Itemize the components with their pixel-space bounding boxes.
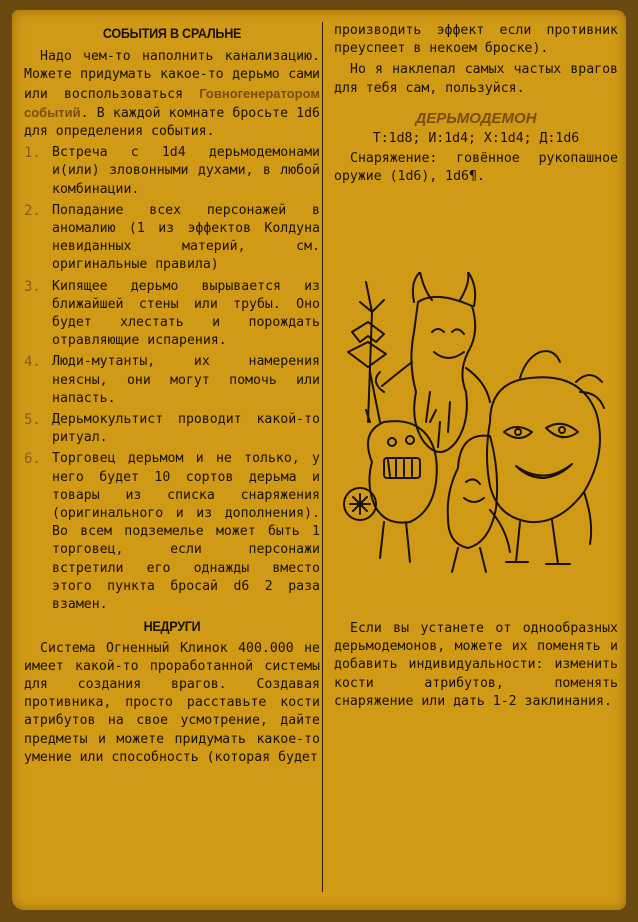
event-text: Попадание всех персонажей в аномалию (1 из эффектов Колдуна невиданных материй, см. оригинальные правила)	[52, 202, 320, 273]
monster-stats: Т:1d8; И:1d4; Х:1d4; Д:1d6	[372, 131, 580, 147]
enemies-intro: Но я наклепал самых частых врагов для тебя сам, пользуйся.	[334, 62, 618, 96]
event-item-3	[24, 278, 320, 351]
variation-text: Если вы устанете от однообразных дерьмодемонов, можете их поменять и добавить индивидуальности: изменить кости атрибутов, поменять снаряжение или дать 1-2 заклинания.	[334, 621, 618, 709]
enemies-heading: НЕДРУГИ	[143, 618, 201, 635]
event-text: Встреча с 1d4 дерьмодемонами и(или) зловонными духами, в любой комбинации.	[52, 145, 320, 197]
event-item-2	[24, 202, 320, 275]
monster-name: ДЕРЬМОДЕМОН	[415, 109, 537, 127]
events-heading: СОБЫТИЯ В СРАЛЬНЕ	[102, 25, 242, 41]
event-item-4	[24, 353, 320, 408]
page-sheet	[12, 10, 626, 910]
generator-link: Говногенератором событий	[24, 85, 320, 120]
event-number: 2.	[24, 202, 41, 219]
event-number: 1.	[24, 145, 41, 162]
bottom-paragraph-wrap	[334, 620, 618, 714]
event-number: 3.	[24, 278, 41, 295]
event-item-6	[24, 450, 320, 614]
event-text: Дерьмокультист проводит какой-то ритуал.	[52, 412, 320, 446]
event-text: Торговец дерьмом и не только, у него будет 10 сортов дерьма и товары из списка снаряжения (оригинального и из дополнения). Во всем подземелье может быть 1 торговец, если персонажи встретили его однажды вместо этого пункта бросай d6 2 раза взамен.	[52, 451, 320, 613]
right-column	[334, 22, 618, 709]
event-number: 6.	[24, 451, 41, 468]
enemies-text: Система Огненный Клинок 400.000 не имеет какой-то проработанной системы для создания врагов. Создавая противника, просто расставьте кости атрибутов на свое усмотрение, дайте предметы и можете придумать какое-то умение или способность (которая будет	[24, 640, 320, 765]
event-text: Люди-мутанты, их намерения неясны, они могут помочь или напасть.	[52, 354, 320, 406]
continued-text: производить эффект если противник преуспеет в некоем броске).	[334, 23, 618, 57]
event-text: Кипящее дерьмо вырывается из ближайшей стены или трубы. Оно будет хлестать и порождать отравляющие испарения.	[52, 278, 320, 349]
event-number: 4.	[24, 354, 41, 371]
left-column	[24, 24, 320, 770]
shit-demons-illustration	[340, 272, 610, 602]
event-item-1	[24, 144, 320, 199]
event-number: 5.	[24, 412, 41, 429]
events-intro: Надо чем-то наполнить канализацию. Можете придумать какое-то дерьмо сами или воспользоваться Говногенератором событий. В каждой комнате бросьте 1d6 для определения события.	[24, 49, 320, 140]
column-divider	[322, 22, 323, 892]
monster-gear: Снаряжение: говённое рукопашное оружие (1d6), 1d6¶.	[334, 151, 618, 185]
event-item-5	[24, 411, 320, 447]
